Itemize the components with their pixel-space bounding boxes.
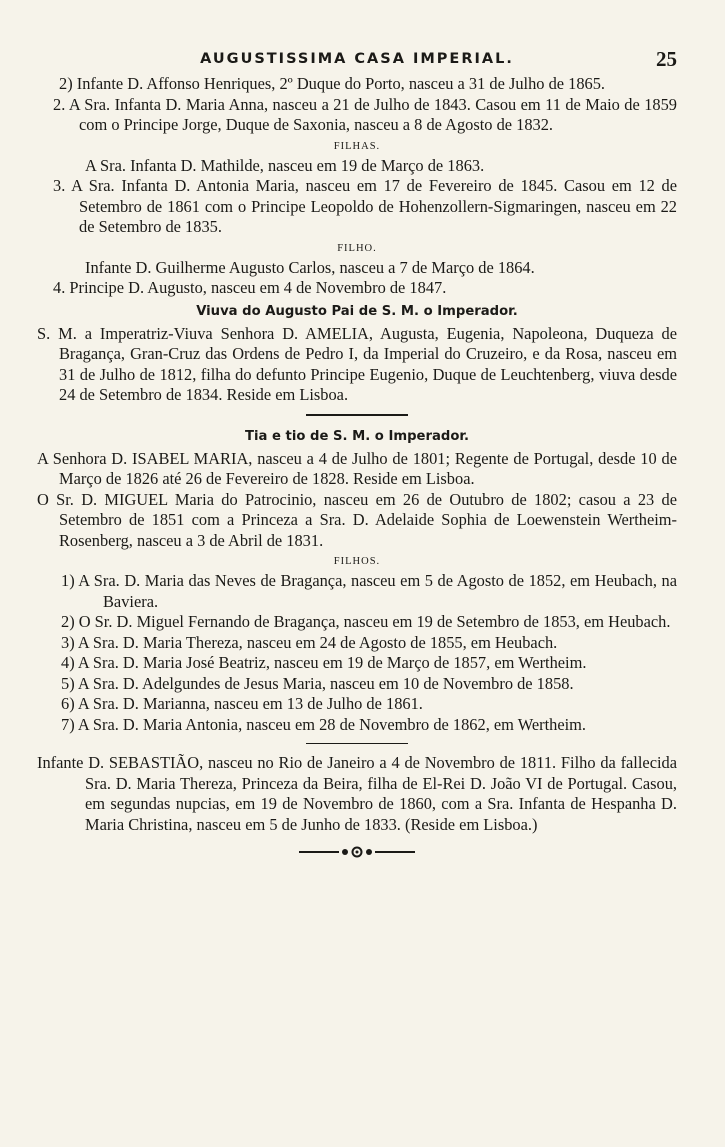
ornament-divider <box>37 844 677 858</box>
label-filhos: FILHOS. <box>333 556 381 567</box>
entry-guilherme: Infante D. Guilherme Augusto Carlos, nasceu a 7 de Março de 1864. <box>85 257 535 277</box>
list-item-child-6: 6) A Sra. D. Marianna, nasceu em 13 de Julho de 1861. <box>61 694 423 713</box>
entry-isabel-maria: A Senhora D. ISABEL MARIA, nasceu a 4 de Julho de 1801; Regente de Portugal, desde 10 de Março de 1826 até 26 de Fevereiro de 1828. Reside em Lisboa. <box>37 448 677 488</box>
entry-maria-anna: 2. A Sra. Infanta D. Maria Anna, nasceu a 21 de Julho de 1843. Casou em 11 de Maio de 1859 com o Principe Jorge, Duque de Saxonia, nasceu a 8 de Agosto de 1832. <box>53 94 677 134</box>
page-number: 25 <box>656 47 677 71</box>
entry-sebastiao: Infante D. SEBASTIÃO, nasceu no Rio de Janeiro a 4 de Novembro de 1811. Filho da fallecida Sra. D. Maria Thereza, Princeza da Beira, filha de El-Rei D. João VI de Portugal. Casou, em segundas nupcias, em 19 de Novembro de 1860, com a Sra. Infanta de Hespanha D. Maria Christina, nasceu em 5 de Junho de 1833. (Reside em Lisboa.) <box>37 753 677 834</box>
list-item-child-7: 7) A Sra. D. Maria Antonia, nasceu em 28 de Novembro de 1862, em Wertheim. <box>61 714 587 734</box>
list-item-child-1: 1) A Sra. D. Maria das Neves de Bragança, nasceu em 5 de Agosto de 1852, em Heubach, na Baviera. <box>61 571 677 611</box>
section-heading-viuva: Viuva do Augusto Pai de S. M. o Imperador. <box>196 303 518 319</box>
entry-affonso-henriques: 2) Infante D. Affonso Henriques, 2º Duque do Porto, nasceu a 31 de Julho de 1865. <box>59 74 606 93</box>
section-heading-tia-tio: Tia e tio de S. M. o Imperador. <box>244 428 470 444</box>
entry-antonia-maria: 3. A Sra. Infanta D. Antonia Maria, nasceu em 17 de Fevereiro de 1845. Casou em 12 de Setembro de 1861 com o Principe Leopoldo de Hohenzollern-Sigmaringen, nasceu em 22 de Setembro de 1835. <box>53 176 677 236</box>
list-item-child-3: 3) A Sra. D. Maria Thereza, nasceu em 24 de Agosto de 1855, em Heubach. <box>61 632 558 652</box>
entry-augusto: 4. Principe D. Augusto, nasceu em 4 de Novembro de 1847. <box>53 278 447 297</box>
list-item-child-5: 5) A Sra. D. Adelgundes de Jesus Maria, nasceu em 10 de Novembro de 1858. <box>61 673 574 693</box>
section-divider <box>306 743 408 744</box>
ornament-icon <box>297 845 417 859</box>
list-item-child-4: 4) A Sra. D. Maria José Beatriz, nasceu em 19 de Março de 1857, em Wertheim. <box>61 653 587 672</box>
section-divider <box>306 414 408 416</box>
entry-miguel: O Sr. D. MIGUEL Maria do Patrocinio, nasceu em 26 de Outubro de 1802; casou a 23 de Setembro de 1851 com a Princeza a Sra. D. Adelaide Sophia de Loewenstein Wertheim-Rosenberg, nasceu a 3 de Abril de 1831. <box>37 489 677 550</box>
running-title: AUGUSTISSIMA CASA IMPERIAL. <box>200 51 514 67</box>
label-filhas: FILHAS. <box>333 140 381 152</box>
entry-amelia: S. M. a Imperatriz-Viuva Senhora D. AMELIA, Augusta, Eugenia, Napoleona, Duqueza de Bragança, Gran-Cruz das Ordens de Pedro I, da Imperial do Cruzeiro, e da Rosa, nasceu em 31 de Julho de 1812, filha do defunto Principe Eugenio, Duque de Leuchtenberg, viuva desde 24 de Setembro de 1834. Reside em Lisboa. <box>37 323 677 404</box>
label-filho: FILHO. <box>337 242 377 254</box>
entry-mathilde: A Sra. Infanta D. Mathilde, nasceu em 19 de Março de 1863. <box>85 155 485 175</box>
running-header <box>37 44 677 74</box>
list-item-child-2: 2) O Sr. D. Miguel Fernando de Bragança, nasceu em 19 de Setembro de 1853, em Heubach. <box>61 612 671 631</box>
